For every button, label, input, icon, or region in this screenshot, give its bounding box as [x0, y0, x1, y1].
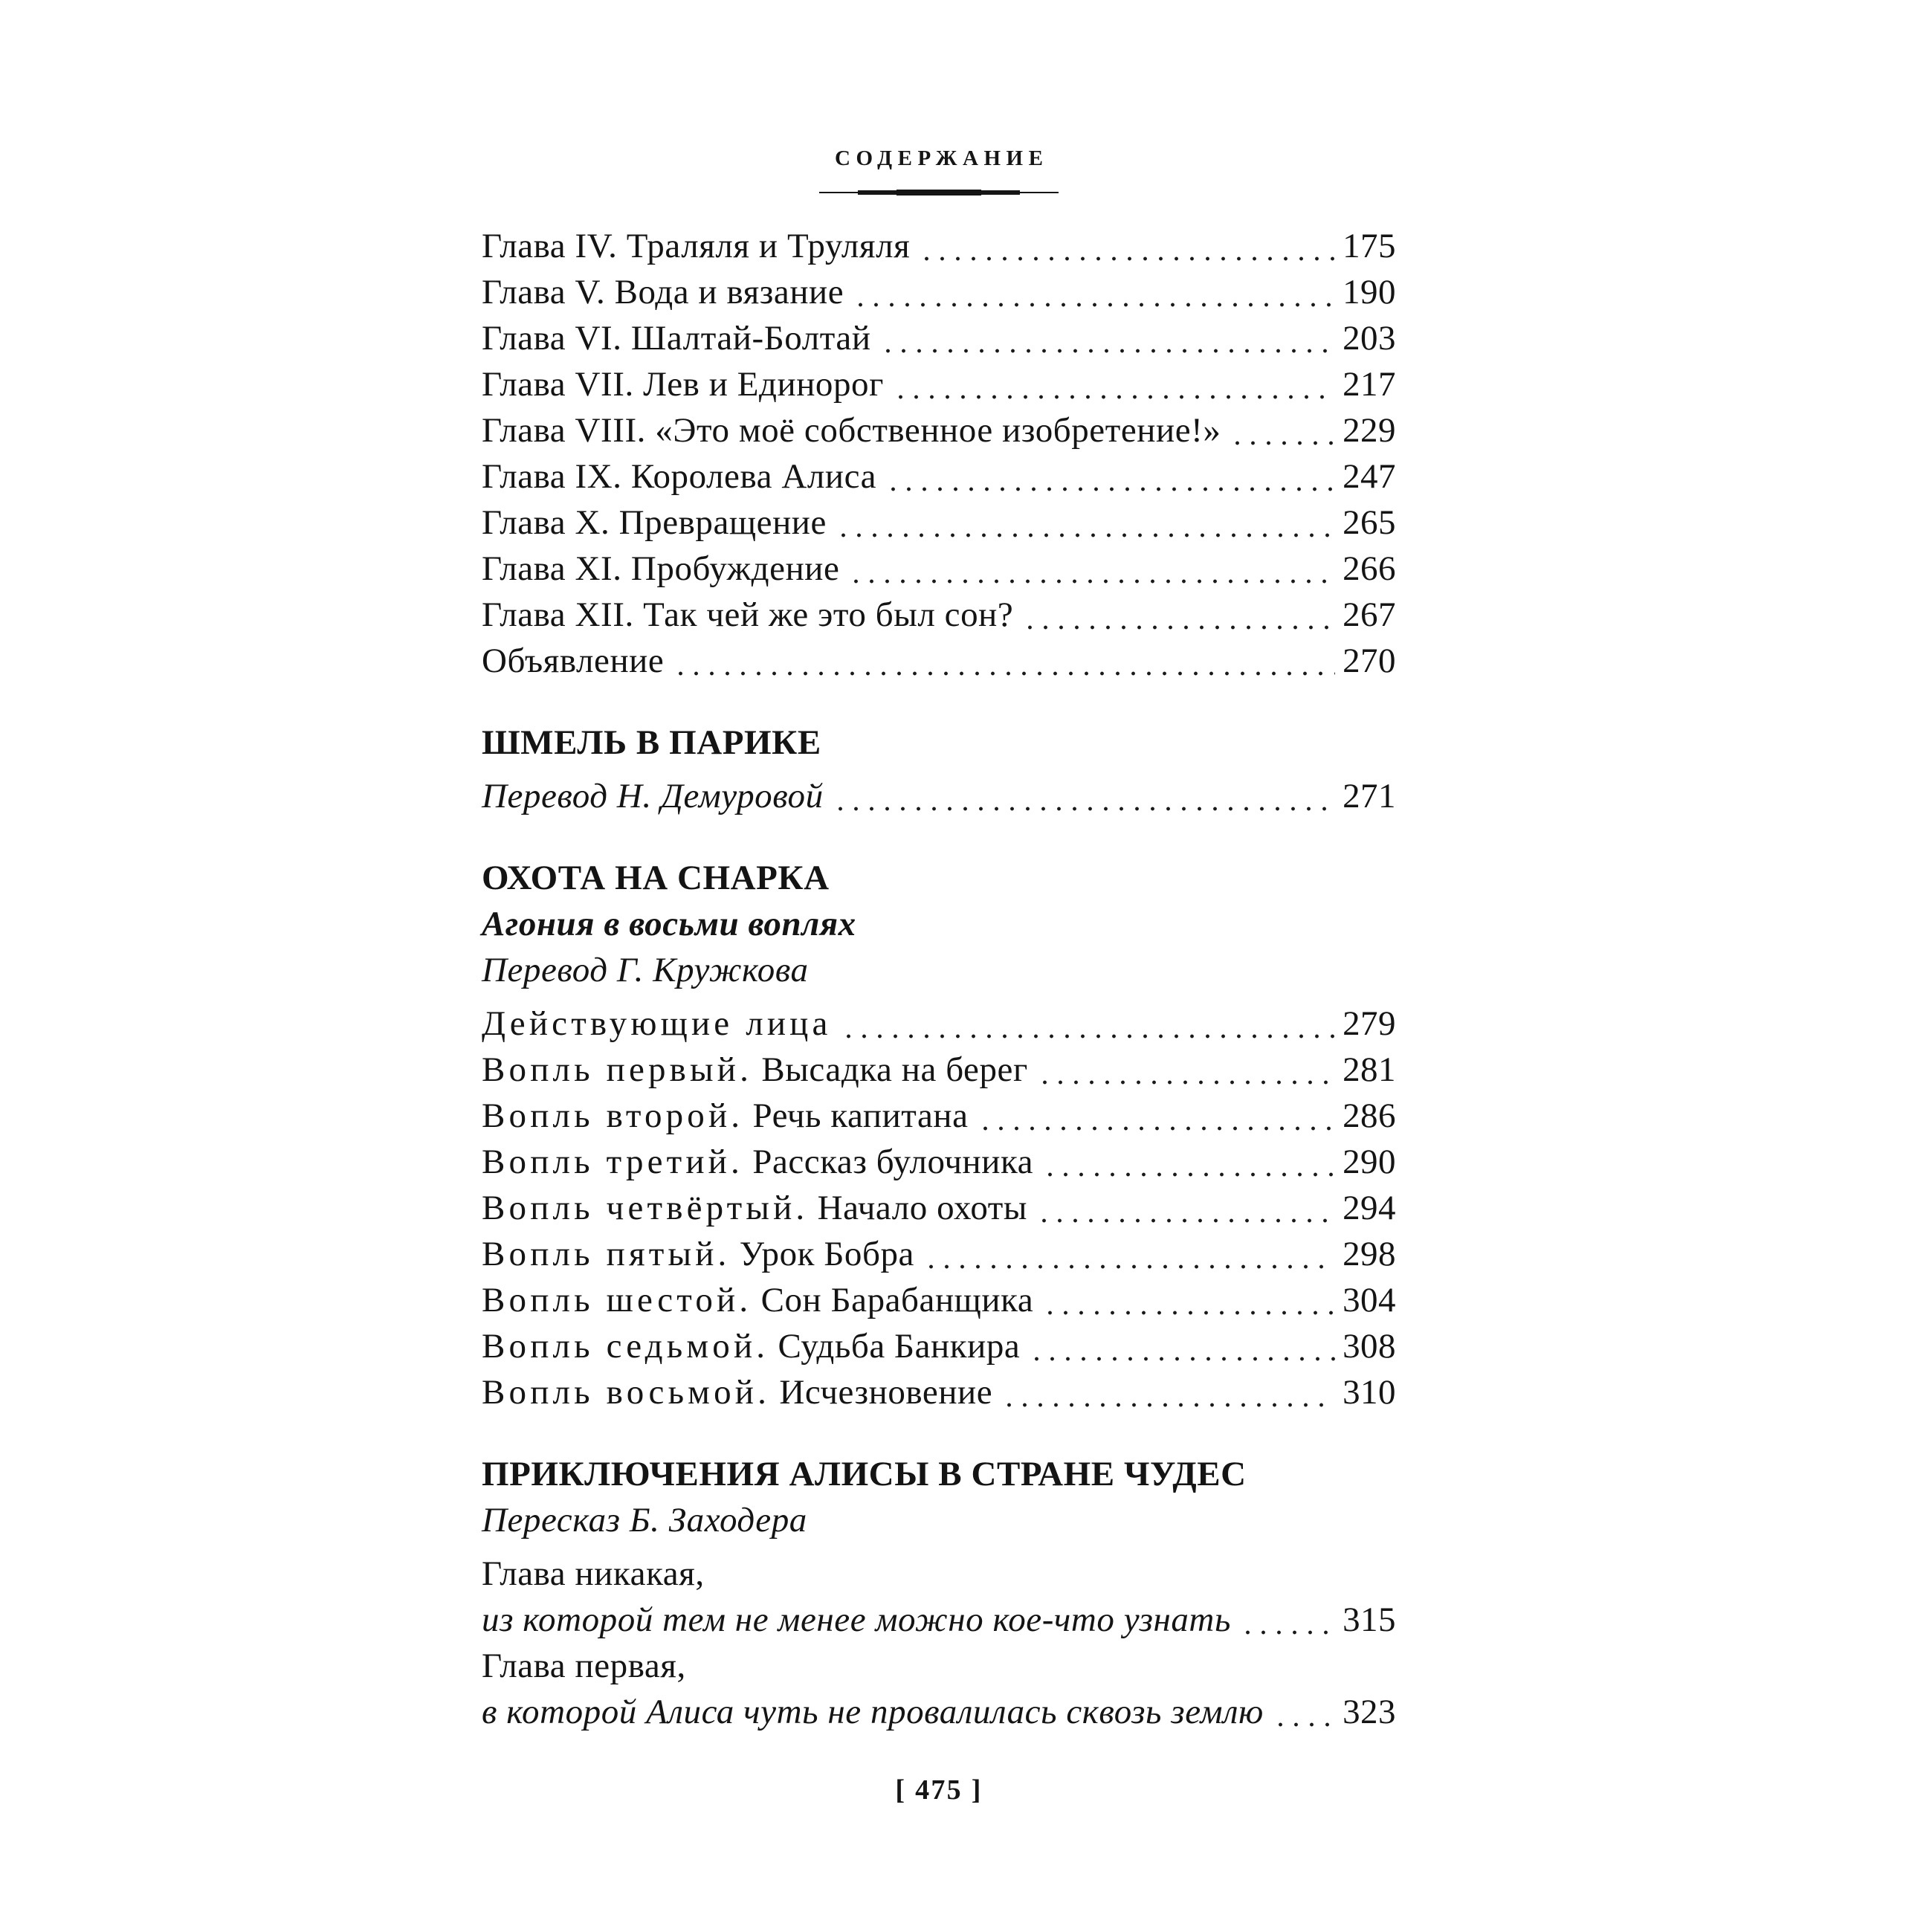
- toc-entry-prefix: Вопль первый.: [482, 1050, 753, 1089]
- toc-entry: [482, 315, 1396, 361]
- toc-entry-label: из которой тем не менее можно кое-что узнать: [482, 1600, 1231, 1639]
- dot-leader: [1028, 1047, 1343, 1093]
- toc-entry: [482, 407, 1396, 453]
- toc-entry-label: Вопль восьмой. Исчезновение: [482, 1373, 993, 1412]
- toc-entry: [482, 1689, 1396, 1735]
- dot-leader: [1264, 1689, 1343, 1735]
- toc-entry-label: Вопль первый. Высадка на берег: [482, 1050, 1028, 1089]
- toc-entry-first-line: Глава первая,: [482, 1647, 686, 1685]
- dot-leader: [664, 638, 1343, 684]
- page-header: [482, 146, 1396, 196]
- toc-entry: [482, 1139, 1396, 1185]
- dot-leader: [884, 361, 1343, 407]
- toc-entry-label: Перевод Н. Демуровой: [482, 777, 824, 815]
- page-number: 247: [1343, 457, 1396, 496]
- toc-entry-prefix: Вопль пятый.: [482, 1235, 731, 1273]
- dot-leader: [914, 1231, 1343, 1277]
- toc-entry: [482, 500, 1396, 546]
- toc-group: [482, 1451, 1396, 1735]
- dot-leader: [871, 315, 1343, 361]
- toc-items: [482, 773, 1396, 819]
- section-heading: ШМЕЛЬ В ПАРИКЕ: [482, 723, 821, 762]
- toc-entry: [482, 1093, 1396, 1139]
- toc-entry: [482, 1231, 1396, 1277]
- dot-leader: [827, 500, 1343, 546]
- folio-page-number: [ 475 ]: [895, 1774, 983, 1806]
- toc-entry-label: Вопль шестой. Сон Барабанщика: [482, 1281, 1034, 1319]
- toc-entry: [482, 1047, 1396, 1093]
- toc-entry: [482, 773, 1396, 819]
- toc-entry-prefix: Вопль шестой.: [482, 1281, 752, 1319]
- page-number: 304: [1343, 1281, 1396, 1319]
- toc-entry-label: Глава VIII. «Это моё собственное изобретение!»: [482, 411, 1221, 450]
- page-number: 229: [1343, 411, 1396, 450]
- dot-leader: [876, 453, 1343, 500]
- page-number: 266: [1343, 549, 1396, 588]
- toc-entry-label: Глава XII. Так чей же это был сон?: [482, 595, 1014, 634]
- dot-leader: [910, 223, 1343, 269]
- toc-entry-label: Вопль третий. Рассказ булочника: [482, 1143, 1034, 1181]
- ornament-thick-bar: [896, 190, 981, 196]
- toc-items: [482, 223, 1396, 684]
- section-heading: Пересказ Б. Заходера: [482, 1501, 807, 1540]
- toc-entry-prefix: Вопль восьмой.: [482, 1373, 771, 1412]
- toc-entry-label: Объявление: [482, 642, 665, 680]
- page-number: 310: [1343, 1373, 1396, 1412]
- page-number: 315: [1343, 1600, 1396, 1639]
- dot-leader: [992, 1369, 1343, 1415]
- toc-entry: [482, 1001, 1396, 1047]
- page-number: 290: [1343, 1143, 1396, 1181]
- toc-entry-prefix: Вопль седьмой.: [482, 1327, 769, 1366]
- toc-entry-label: Глава VII. Лев и Единорог: [482, 365, 884, 404]
- toc-items: [482, 1551, 1396, 1735]
- toc-entry: [482, 1369, 1396, 1415]
- toc-entry: [482, 1277, 1396, 1323]
- page-title: СОДЕРЖАНИЕ: [835, 146, 1049, 170]
- toc-entry: [482, 361, 1396, 407]
- dot-leader: [1013, 592, 1343, 638]
- page-number: 270: [1343, 642, 1396, 680]
- page-number: 203: [1343, 319, 1396, 358]
- page-number: 265: [1343, 503, 1396, 542]
- toc-entry-label: Глава X. Превращение: [482, 503, 827, 542]
- page-number: 271: [1343, 777, 1396, 815]
- toc-entry: [482, 1597, 1396, 1643]
- toc-entry-prefix: Вопль второй.: [482, 1096, 744, 1135]
- page-number: 175: [1343, 227, 1396, 265]
- dot-leader: [969, 1093, 1343, 1139]
- toc-entry-label: в которой Алиса чуть не провалилась сквозь землю: [482, 1693, 1264, 1731]
- toc-group: [482, 720, 1396, 819]
- dot-leader: [1027, 1185, 1343, 1231]
- toc-entry-label: Вопль второй. Речь капитана: [482, 1096, 969, 1135]
- toc-entry-prefix: Вопль четвёртый.: [482, 1189, 809, 1227]
- page-number: 190: [1343, 273, 1396, 311]
- toc-entry-label: Вопль седьмой. Судьба Банкира: [482, 1327, 1021, 1366]
- toc-entry: [482, 546, 1396, 592]
- toc-entry-label: Вопль пятый. Урок Бобра: [482, 1235, 914, 1273]
- ornament-divider: [819, 189, 1059, 196]
- toc-page: [482, 0, 1396, 1806]
- toc-entry: [482, 1323, 1396, 1369]
- page-number: 298: [1343, 1235, 1396, 1273]
- toc-entry: [482, 638, 1396, 684]
- dot-leader: [1020, 1323, 1343, 1369]
- dot-leader: [824, 773, 1343, 819]
- toc-entry: [482, 223, 1396, 269]
- dot-leader: [1231, 1597, 1343, 1643]
- toc-entry-label: Глава IV. Траляля и Труляля: [482, 227, 911, 265]
- toc-entry-prefix: Вопль третий.: [482, 1143, 743, 1181]
- toc-entry-label: Глава IX. Королева Алиса: [482, 457, 876, 496]
- dot-leader: [839, 546, 1343, 592]
- page-number: 294: [1343, 1189, 1396, 1227]
- section-heading: Перевод Г. Кружкова: [482, 951, 809, 989]
- dot-leader: [1033, 1277, 1343, 1323]
- toc-entry-label: Глава XI. Пробуждение: [482, 549, 840, 588]
- toc-entry: [482, 1185, 1396, 1231]
- toc-entry-first-line: Глава никакая,: [482, 1554, 705, 1593]
- section-heading: ОХОТА НА СНАРКА: [482, 859, 830, 897]
- page-number: 323: [1343, 1693, 1396, 1731]
- section-heading: Агония в восьми воплях: [482, 905, 856, 943]
- toc-entry-label: Глава VI. Шалтай-Болтай: [482, 319, 871, 358]
- dot-leader: [1033, 1139, 1343, 1185]
- page-number: 217: [1343, 365, 1396, 404]
- page-footer: [482, 1774, 1396, 1806]
- page-number: 267: [1343, 595, 1396, 634]
- toc-list: [482, 223, 1396, 1735]
- toc-group: [482, 855, 1396, 1415]
- toc-items: [482, 1001, 1396, 1415]
- toc-entry-label: Действующие лица: [482, 1004, 832, 1043]
- toc-entry: [482, 592, 1396, 638]
- page-number: 279: [1343, 1004, 1396, 1043]
- page-number: 308: [1343, 1327, 1396, 1366]
- toc-entry-label: Вопль четвёртый. Начало охоты: [482, 1189, 1028, 1227]
- section-heading: ПРИКЛЮЧЕНИЯ АЛИСЫ В СТРАНЕ ЧУДЕС: [482, 1455, 1247, 1493]
- toc-group: [482, 223, 1396, 684]
- toc-entry: [482, 453, 1396, 500]
- page-number: 286: [1343, 1096, 1396, 1135]
- dot-leader: [844, 269, 1343, 315]
- toc-entry: [482, 269, 1396, 315]
- dot-leader: [1221, 407, 1343, 453]
- dot-leader: [832, 1001, 1343, 1047]
- toc-entry-label: Глава V. Вода и вязание: [482, 273, 844, 311]
- page-number: 281: [1343, 1050, 1396, 1089]
